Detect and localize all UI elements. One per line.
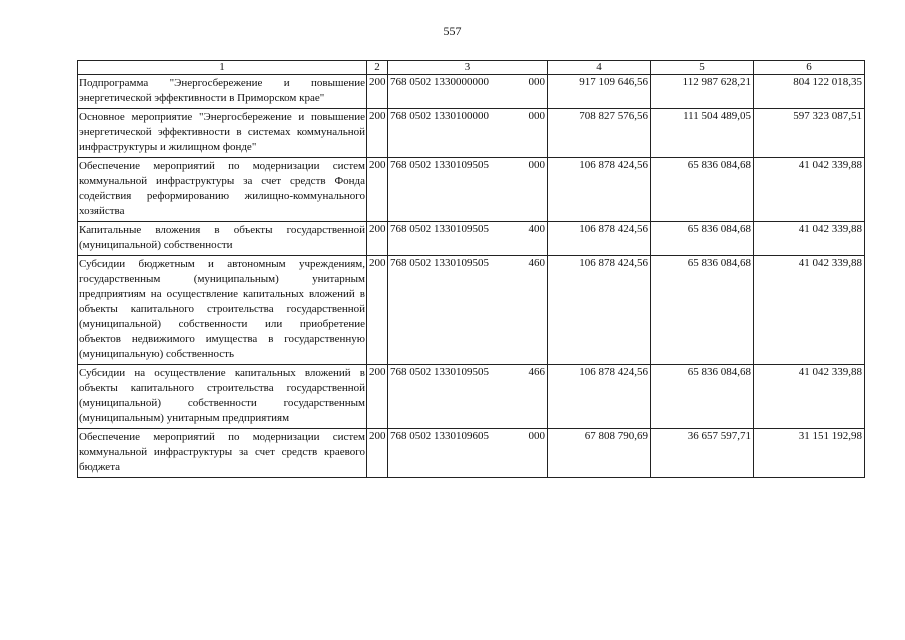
row-col3 (388, 75, 548, 109)
column-header-4: 4 (548, 61, 651, 75)
table-row (78, 365, 865, 429)
row-col5: 65 836 084,68 (651, 256, 754, 365)
column-header-6: 6 (754, 61, 865, 75)
row-col3 (388, 429, 548, 478)
row-name: Обеспечение мероприятий по модернизации систем коммунальной инфраструктуры за счет средств краевого бюджета (78, 429, 367, 478)
row-col4: 106 878 424,56 (548, 256, 651, 365)
row-name: Капитальные вложения в объекты государственной (муниципальной) собственности (78, 222, 367, 256)
table-row (78, 256, 865, 365)
row-col2: 200 (367, 256, 388, 365)
column-header-1: 1 (78, 61, 367, 75)
row-col6: 41 042 339,88 (754, 222, 865, 256)
row-col2: 200 (367, 109, 388, 158)
row-col6: 31 151 192,98 (754, 429, 865, 478)
row-col2: 200 (367, 222, 388, 256)
table-row (78, 429, 865, 478)
row-col3-code: 768 0502 1330109505 (390, 257, 489, 269)
row-col3-code: 768 0502 1330109505 (390, 159, 489, 171)
row-col3 (388, 365, 548, 429)
row-name: Основное мероприятие "Энергосбережение и повышение энергетической эффективности в системах коммунальной инфраструктуры и жилищном фонде" (78, 109, 367, 158)
row-col5: 36 657 597,71 (651, 429, 754, 478)
row-name: Подпрограмма "Энергосбережение и повышение энергетической эффективности в Приморском крае" (78, 75, 367, 109)
row-col2: 200 (367, 75, 388, 109)
row-col3-type: 460 (528, 257, 545, 269)
table-row (78, 75, 865, 109)
row-col5: 112 987 628,21 (651, 75, 754, 109)
row-col3-type: 000 (528, 76, 545, 88)
header-row (78, 61, 865, 75)
row-col3-type: 000 (528, 110, 545, 122)
row-col2: 200 (367, 158, 388, 222)
column-header-5: 5 (651, 61, 754, 75)
row-col5: 65 836 084,68 (651, 365, 754, 429)
row-col3-type: 400 (528, 223, 545, 235)
row-col3-type: 000 (528, 159, 545, 171)
row-col3-code: 768 0502 1330109505 (390, 223, 489, 235)
row-col3 (388, 222, 548, 256)
row-col3-type: 000 (528, 430, 545, 442)
row-name: Субсидии на осуществление капитальных вложений в объекты капитального строительства государственной (муниципальной) собственности государственным (муниципальным) унитарным предприятиям (78, 365, 367, 429)
row-col6: 41 042 339,88 (754, 158, 865, 222)
budget-table (77, 60, 865, 478)
row-col4: 917 109 646,56 (548, 75, 651, 109)
page-number: 557 (443, 24, 462, 38)
row-col3-code: 768 0502 1330109505 (390, 366, 489, 378)
column-header-3: 3 (388, 61, 548, 75)
row-col3-code: 768 0502 1330100000 (390, 110, 489, 122)
row-col2: 200 (367, 429, 388, 478)
row-col4: 106 878 424,56 (548, 365, 651, 429)
row-col6: 41 042 339,88 (754, 256, 865, 365)
table-row (78, 158, 865, 222)
row-col3-code: 768 0502 1330000000 (390, 76, 489, 88)
row-col3 (388, 109, 548, 158)
column-header-2: 2 (367, 61, 388, 75)
row-col3 (388, 158, 548, 222)
row-col6: 804 122 018,35 (754, 75, 865, 109)
row-col4: 67 808 790,69 (548, 429, 651, 478)
row-col5: 65 836 084,68 (651, 222, 754, 256)
row-col3 (388, 256, 548, 365)
row-name: Субсидии бюджетным и автономным учреждениям, государственным (муниципальным) унитарным предприятиям на осуществление капитальных вложений в объекты капитального строительства государственной (муниципальной) собственности или приобретение объектов недвижимого имущества в государственную (муниципальную) собственность (78, 256, 367, 365)
row-name: Обеспечение мероприятий по модернизации систем коммунальной инфраструктуры за счет средств Фонда содействия реформированию жилищно-коммунального хозяйства (78, 158, 367, 222)
row-col6: 597 323 087,51 (754, 109, 865, 158)
row-col5: 65 836 084,68 (651, 158, 754, 222)
row-col4: 708 827 576,56 (548, 109, 651, 158)
row-col3-type: 466 (528, 366, 545, 378)
row-col2: 200 (367, 365, 388, 429)
table-row (78, 109, 865, 158)
row-col3-code: 768 0502 1330109605 (390, 430, 489, 442)
row-col5: 111 504 489,05 (651, 109, 754, 158)
table-row (78, 222, 865, 256)
row-col4: 106 878 424,56 (548, 158, 651, 222)
row-col4: 106 878 424,56 (548, 222, 651, 256)
row-col6: 41 042 339,88 (754, 365, 865, 429)
